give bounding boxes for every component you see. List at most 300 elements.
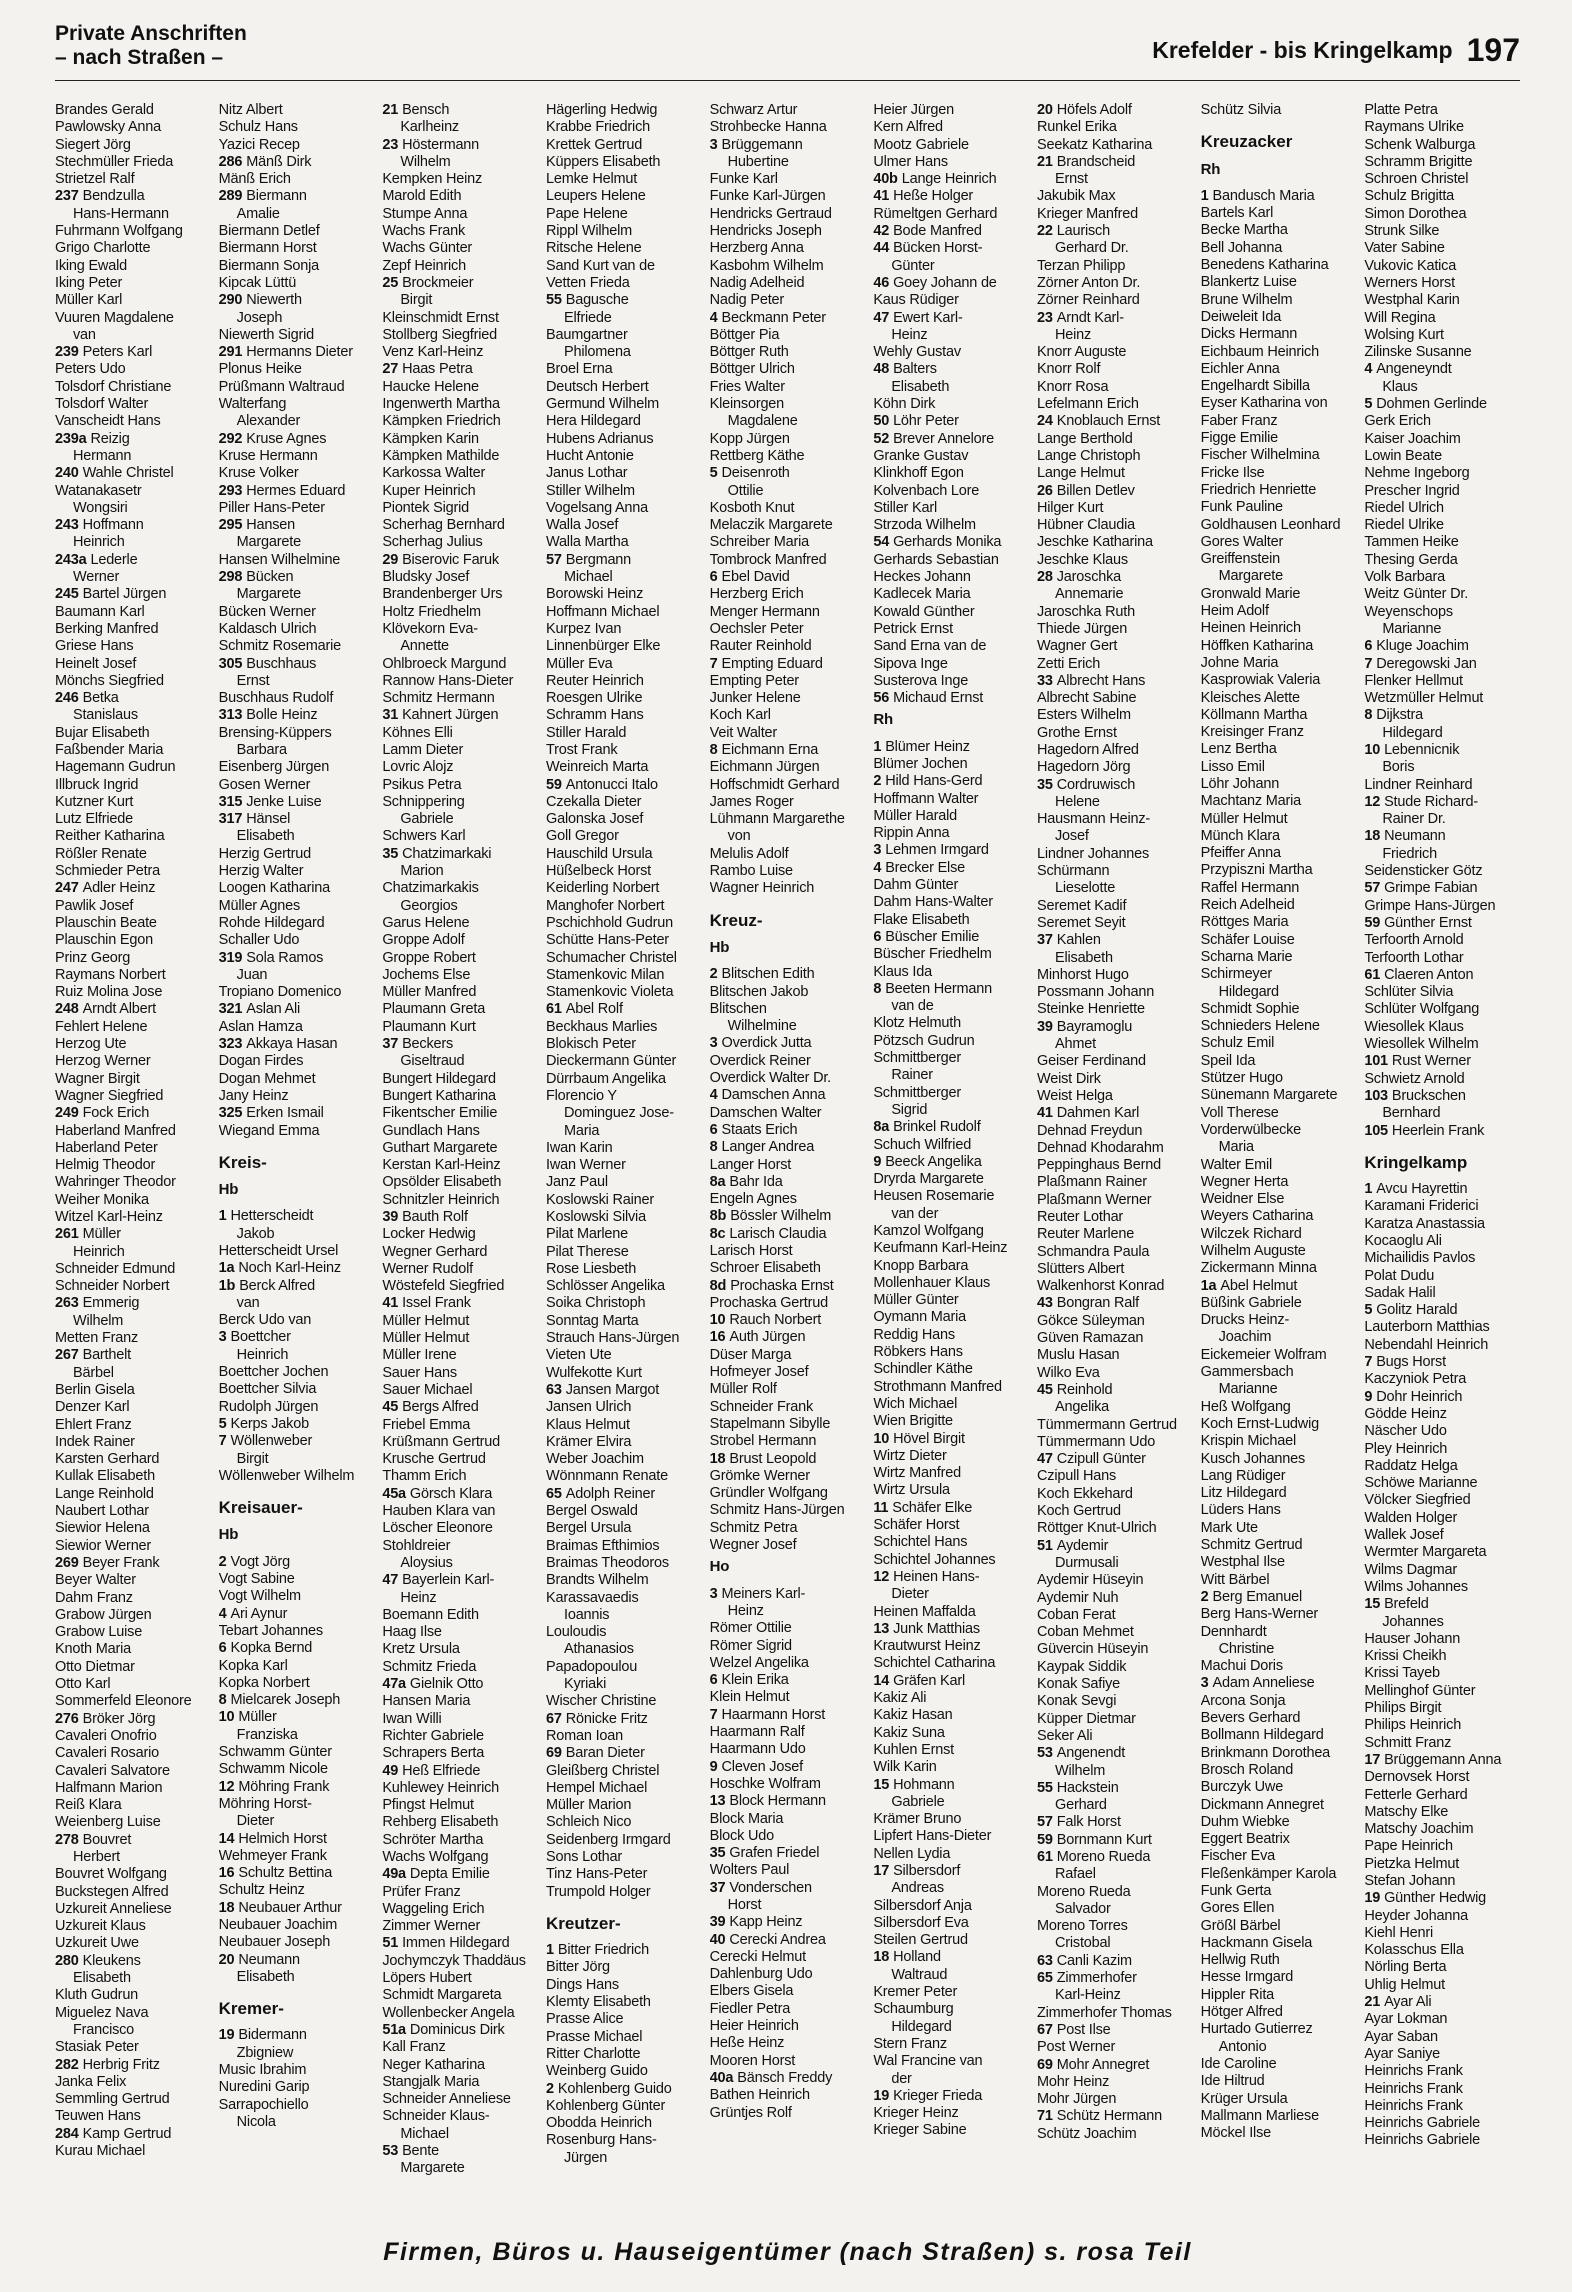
resident-name: Bücken (246, 569, 294, 586)
resident-entry (219, 846, 375, 863)
resident-name: Mootz Gabriele (873, 136, 969, 153)
resident-entry (873, 1085, 1029, 1102)
resident-name: Müller (238, 1709, 277, 1726)
resident-name: Brever Annelore (893, 430, 995, 447)
resident-name: Günther Hedwig (1384, 1890, 1487, 1907)
resident-name: Brandes Gerald (55, 102, 154, 118)
house-number: 278 (55, 1831, 79, 1848)
resident-name: Drucks Heinz- (1200, 1312, 1290, 1329)
resident-entry (382, 1866, 538, 1883)
resident-entry (55, 673, 211, 690)
resident-name: Garus Helene (382, 914, 470, 931)
resident-entry (710, 2087, 866, 2104)
resident-name: Silbersdorf Eva (873, 1914, 969, 1931)
resident-name: Seremet Kadif (1037, 897, 1127, 914)
resident-name: Larisch Horst (709, 1243, 793, 1259)
resident-name: Klein Erika (721, 1672, 789, 1689)
resident-name: Lederle (90, 551, 138, 568)
resident-entry (710, 1655, 866, 1672)
resident-name: Uzkureit Klaus (55, 1918, 146, 1935)
resident-name: Stollberg Siegfried (382, 326, 498, 343)
resident-name: Wirtz Manfred (873, 1465, 961, 1482)
resident-entry (1201, 707, 1357, 724)
resident-name: Schmitz Frieda (382, 1658, 477, 1675)
resident-name: Raddatz Helga (1364, 1457, 1458, 1474)
resident-name: Herzberg Erich (709, 586, 804, 603)
resident-entry (382, 569, 538, 586)
resident-name: Gründler Wolfgang (709, 1485, 828, 1502)
resident-name: Gielnik Otto (409, 1676, 484, 1693)
resident-name: Oechsler Peter (709, 620, 804, 637)
resident-entry (1364, 1959, 1520, 1976)
resident-name: Gores Walter (1200, 533, 1284, 550)
resident-name: Heinrichs Frank (1364, 2063, 1463, 2080)
resident-name: Koch Karl (709, 707, 771, 724)
resident-entry (219, 361, 375, 378)
resident-name: Rümeltgen Gerhard (873, 205, 998, 222)
resident-name: Gerhards Monika (893, 534, 1002, 551)
resident-entry (55, 1330, 211, 1347)
resident-name: Bugs Horst (1376, 1354, 1446, 1371)
resident-name: Schwietz Arnold (1364, 1070, 1465, 1087)
resident-name: Betka (82, 690, 119, 707)
resident-name: Welzel Angelika (709, 1654, 809, 1671)
resident-entry (382, 534, 538, 551)
house-number: 19 (218, 2027, 235, 2044)
resident-entry (55, 1520, 211, 1537)
resident-entry (1364, 1371, 1520, 1388)
resident-name: Nörling Berta (1364, 1959, 1447, 1976)
resident-entry (1364, 690, 1520, 707)
resident-entry (873, 842, 1029, 859)
resident-entry (873, 344, 1029, 361)
resident-name: Dernovsek Horst (1364, 1769, 1470, 1786)
resident-name: Athanasios (564, 1641, 634, 1658)
resident-entry (1201, 966, 1357, 983)
resident-name: Kern Alfred (873, 119, 943, 136)
resident-name: Duhm Wiebke (1200, 1813, 1290, 1830)
directory-columns (55, 102, 1520, 2232)
district-code: Hb (218, 1526, 239, 1544)
resident-entry (219, 1399, 375, 1416)
resident-name: Hagemann Gudrun (55, 759, 176, 776)
resident-name: Wegner Josef (709, 1537, 797, 1554)
resident-name: Simon Dorothea (1364, 205, 1467, 222)
resident-entry (546, 431, 702, 448)
resident-entry (710, 1741, 866, 1758)
resident-entry (1201, 102, 1357, 119)
house-number: 269 (55, 1554, 79, 1571)
resident-entry (1364, 1337, 1520, 1354)
resident-entry (55, 1866, 211, 1883)
resident-entry (873, 825, 1029, 842)
resident-name: Linnenbürger Elke (546, 638, 661, 655)
resident-entry (219, 1675, 375, 1692)
resident-name: Beeck Angelika (885, 1153, 982, 1170)
resident-name: Kakiz Ali (873, 1690, 927, 1707)
resident-entry (382, 1659, 538, 1676)
resident-name: Brune Wilhelm (1200, 291, 1293, 308)
resident-name: Uhlig Helmut (1364, 1976, 1445, 1993)
resident-name: Angelika (1055, 1399, 1110, 1416)
resident-entry (219, 863, 375, 880)
resident-name: Kreisinger Franz (1200, 724, 1304, 741)
resident-name: Hildegard (1382, 724, 1443, 741)
resident-name: Sonntag Marta (546, 1312, 639, 1329)
resident-name: Lenz Bertha (1200, 741, 1277, 758)
house-number: 57 (1037, 1814, 1053, 1831)
resident-name: Schindler Käthe (873, 1361, 973, 1378)
resident-name: Krettek Gertrud (546, 136, 643, 153)
resident-name: Wilms Dagmar (1364, 1561, 1457, 1578)
resident-entry (1201, 1329, 1357, 1346)
resident-entry (55, 2039, 211, 2056)
resident-name: Hermann (73, 447, 132, 464)
resident-name: Pilat Therese (546, 1243, 629, 1260)
resident-name: Möhring Frank (238, 1778, 330, 1795)
resident-name: Langer Andrea (721, 1139, 815, 1156)
resident-name: Pape Heinrich (1364, 1838, 1453, 1855)
resident-name: Canli Kazim (1056, 1952, 1132, 1969)
house-number: 41 (873, 188, 890, 205)
resident-name: Kadlecek Maria (873, 586, 971, 603)
house-number: 1 (218, 1208, 227, 1225)
resident-entry (1201, 2125, 1357, 2142)
resident-name: Hackstein (1056, 1779, 1119, 1796)
resident-entry (382, 1555, 538, 1572)
resident-entry (710, 604, 866, 621)
resident-entry (1201, 1745, 1357, 1762)
resident-entry (1037, 1157, 1193, 1174)
resident-name: Opsölder Elisabeth (382, 1174, 502, 1191)
resident-entry (1201, 1053, 1357, 1070)
resident-name: Fischer Eva (1200, 1848, 1276, 1865)
resident-entry (219, 344, 375, 361)
resident-entry (1037, 984, 1193, 1001)
resident-name: Helmich Horst (238, 1830, 327, 1847)
resident-name: Schütz Silvia (1200, 102, 1282, 118)
resident-entry (873, 1517, 1029, 1534)
resident-entry (873, 1413, 1029, 1430)
resident-name: Koch Ernst-Ludwig (1200, 1415, 1319, 1432)
resident-entry (710, 828, 866, 845)
resident-entry (546, 1538, 702, 1555)
resident-name: Dahm Günter (873, 877, 959, 894)
resident-entry (382, 188, 538, 205)
resident-entry (382, 967, 538, 984)
resident-name: Figge Emilie (1200, 430, 1279, 447)
resident-entry (1037, 1572, 1193, 1589)
resident-entry (55, 1053, 211, 1070)
resident-entry (546, 1572, 702, 1589)
resident-entry (873, 756, 1029, 773)
resident-entry (710, 1776, 866, 1793)
resident-name: Bolle Heinz (246, 707, 318, 724)
resident-name: Aslan Hamza (218, 1018, 303, 1035)
resident-entry (1364, 2029, 1520, 2046)
house-number: 105 (1364, 1122, 1388, 1139)
house-number: 17 (873, 1862, 890, 1879)
resident-entry (219, 1105, 375, 1122)
resident-name: Peppinghaus Bernd (1037, 1157, 1161, 1174)
resident-entry (710, 361, 866, 378)
resident-name: Arcona Sonja (1200, 1692, 1286, 1709)
resident-name: Günther Ernst (1384, 914, 1472, 931)
resident-entry (710, 1381, 866, 1398)
resident-entry (219, 1969, 375, 1986)
resident-name: Hoffmann (82, 517, 144, 534)
resident-name: Miguelez Nava (55, 2004, 149, 2021)
resident-name: Kosboth Knut (709, 499, 795, 516)
resident-entry (219, 1865, 375, 1882)
resident-entry (873, 1915, 1029, 1932)
resident-entry (873, 1344, 1029, 1361)
resident-entry (1364, 1088, 1520, 1105)
resident-name: Deregowski Jan (1376, 655, 1477, 672)
resident-entry (873, 1604, 1029, 1621)
resident-entry (1364, 344, 1520, 361)
resident-entry (1037, 1174, 1193, 1191)
resident-entry (1037, 1555, 1193, 1572)
resident-name: Schmandra Paula (1037, 1243, 1150, 1260)
resident-entry (1364, 1562, 1520, 1579)
resident-entry (710, 2070, 866, 2087)
resident-entry (1364, 1890, 1520, 1907)
resident-entry (219, 673, 375, 690)
resident-entry (219, 2114, 375, 2131)
resident-name: Music Ibrahim (218, 2062, 307, 2079)
resident-name: Kruse Agnes (246, 430, 327, 447)
resident-entry (55, 690, 211, 707)
house-number: 3 (873, 842, 882, 859)
resident-name: Machui Doris (1200, 1658, 1283, 1675)
house-number: 8b (709, 1208, 727, 1225)
resident-name: Terfoorth Lothar (1364, 949, 1464, 966)
resident-name: Margarete (1218, 568, 1283, 585)
resident-entry (1037, 258, 1193, 275)
resident-name: Berg Hans-Werner (1200, 1606, 1319, 1623)
resident-entry (710, 742, 866, 759)
resident-entry (546, 1192, 702, 1209)
resident-name: Reither Katharina (55, 828, 165, 845)
resident-name: Grimpe Hans-Jürgen (1364, 897, 1496, 914)
resident-name: Stumpe Anna (382, 205, 468, 222)
resident-name: Abel Rolf (565, 1001, 623, 1018)
resident-name: Silbersdorf (893, 1862, 961, 1879)
resident-name: Schneider Norbert (55, 1278, 170, 1295)
resident-name: Vanscheidt Hans (55, 413, 161, 430)
resident-entry (1037, 1901, 1193, 1918)
resident-entry (1364, 1216, 1520, 1233)
resident-entry (546, 500, 702, 517)
resident-name: Yazici Recep (218, 136, 300, 153)
resident-entry (873, 1949, 1029, 1966)
resident-name: Krieger Sabine (873, 2122, 967, 2139)
resident-entry (1201, 2091, 1357, 2108)
resident-entry (219, 517, 375, 534)
resident-name: Hellwig Ruth (1200, 1952, 1280, 1969)
resident-entry (1364, 915, 1520, 932)
resident-entry (546, 1977, 702, 1994)
resident-name: Müller Manfred (382, 984, 477, 1001)
resident-name: Koch Ekkehard (1037, 1485, 1133, 1502)
resident-entry (1037, 396, 1193, 413)
house-number: 237 (55, 188, 79, 205)
house-number: 263 (55, 1295, 79, 1312)
resident-name: Kerstan Karl-Heinz (382, 1157, 501, 1174)
house-number: 12 (218, 1778, 235, 1795)
resident-entry (55, 1417, 211, 1434)
resident-name: Braimas Efthimios (546, 1537, 660, 1554)
resident-name: Prinz Georg (55, 949, 131, 966)
resident-name: Petrick Ernst (873, 620, 953, 637)
resident-name: Wirtz Ursula (873, 1482, 950, 1499)
resident-entry (1037, 102, 1193, 119)
resident-entry (710, 1586, 866, 1603)
resident-name: Wönnmann Renate (546, 1468, 668, 1485)
house-number: 27 (382, 361, 399, 378)
resident-name: Pawlowsky Anna (55, 119, 162, 136)
resident-entry (546, 206, 702, 223)
resident-name: Overdick Walter Dr. (709, 1070, 832, 1087)
resident-entry (55, 915, 211, 932)
resident-name: Johannes (1382, 1613, 1444, 1630)
resident-name: Böttger Pia (709, 326, 780, 343)
resident-entry (1364, 1942, 1520, 1959)
house-number: 4 (873, 859, 882, 876)
resident-entry (219, 984, 375, 1001)
house-number: 239 (55, 344, 79, 361)
resident-entry (546, 707, 702, 724)
resident-name: Gores Ellen (1200, 1900, 1275, 1917)
resident-entry (1364, 483, 1520, 500)
resident-entry (710, 1759, 866, 1776)
resident-entry (382, 1884, 538, 1901)
resident-name: Lemke Helmut (546, 171, 638, 188)
resident-name: Vetten Frieda (546, 274, 630, 291)
resident-entry (710, 396, 866, 413)
resident-name: Heckes Johann (873, 569, 971, 586)
resident-entry (546, 569, 702, 586)
resident-name: Schirmeyer (1200, 966, 1272, 983)
resident-name: Berlin Gisela (55, 1381, 135, 1398)
resident-entry (873, 379, 1029, 396)
resident-name: Stefan Johann (1364, 1872, 1456, 1889)
resident-name: Müller Irene (382, 1347, 457, 1364)
resident-name: Schichtel Hans (873, 1534, 968, 1551)
resident-name: Bauth Rolf (402, 1209, 468, 1225)
resident-name: Güvercin Hüseyin (1037, 1641, 1149, 1658)
resident-entry (546, 2063, 702, 2080)
resident-name: Kuhlen Ernst (873, 1741, 954, 1758)
resident-name: Scharna Marie (1200, 948, 1293, 965)
house-number: 71 (1037, 2108, 1053, 2125)
resident-name: Pschichhold Gudrun (546, 914, 673, 931)
resident-name: Gronwald Marie (1200, 585, 1301, 602)
resident-name: Mollenhauer Klaus (873, 1274, 991, 1291)
resident-entry (546, 1884, 702, 1901)
resident-entry (873, 1258, 1029, 1275)
house-number: 6 (1364, 638, 1373, 655)
resident-entry (710, 759, 866, 776)
resident-name: Esters Wilhelm (1037, 707, 1131, 724)
resident-entry (1364, 742, 1520, 759)
resident-name: Melaczik Margarete (709, 517, 833, 534)
resident-name: Ottilie (727, 482, 764, 499)
resident-entry (710, 500, 866, 517)
resident-entry (873, 275, 1029, 292)
resident-entry (382, 828, 538, 845)
resident-entry (546, 2011, 702, 2028)
resident-name: van (236, 1294, 260, 1311)
resident-entry (1364, 1071, 1520, 1088)
resident-entry (1201, 1468, 1357, 1485)
resident-name: Schaller Udo (218, 932, 300, 949)
resident-name: Reinhold (1056, 1381, 1113, 1398)
resident-entry (382, 638, 538, 655)
resident-entry (873, 431, 1029, 448)
resident-entry (1037, 777, 1193, 794)
directory-column-6 (873, 102, 1029, 2232)
resident-entry (873, 1050, 1029, 1067)
resident-entry (873, 1846, 1029, 1863)
resident-name: Walter Emil (1200, 1156, 1273, 1173)
resident-entry (55, 1624, 211, 1641)
resident-entry (1201, 1814, 1357, 1831)
resident-name: Rößler Renate (55, 845, 147, 862)
resident-name: Heinrich (236, 1346, 289, 1363)
resident-name: Germund Wilhelm (546, 396, 660, 413)
house-number: 1 (873, 738, 882, 755)
house-number: 37 (709, 1879, 726, 1896)
header-rule (55, 80, 1520, 81)
house-number: 61 (1037, 1848, 1053, 1865)
resident-entry (1037, 483, 1193, 500)
resident-entry (55, 1399, 211, 1416)
house-number: 298 (218, 569, 243, 586)
resident-entry (1037, 1382, 1193, 1399)
resident-name: Giseltraud (400, 1053, 465, 1070)
house-number: 16 (218, 1865, 235, 1882)
resident-name: Kleukens (82, 1952, 141, 1969)
resident-entry (382, 1313, 538, 1330)
house-number: 14 (873, 1672, 890, 1689)
resident-name: Schultz Bettina (238, 1865, 333, 1882)
resident-entry (1037, 188, 1193, 205)
resident-name: Werner (73, 569, 120, 586)
resident-name: Melulis Adolf (709, 845, 789, 862)
resident-entry (382, 483, 538, 500)
resident-name: Aydemir Nuh (1037, 1589, 1119, 1606)
resident-entry (1201, 188, 1357, 205)
resident-name: Marion (400, 863, 444, 880)
resident-entry (546, 950, 702, 967)
resident-entry (1037, 880, 1193, 897)
resident-entry (219, 240, 375, 257)
resident-entry (873, 240, 1029, 257)
resident-entry (1201, 690, 1357, 707)
resident-entry (382, 344, 538, 361)
resident-entry (55, 1486, 211, 1503)
resident-name: Klövekorn Eva- (382, 620, 478, 637)
house-number: 20 (218, 1951, 235, 1968)
resident-name: Thesing Gerda (1364, 551, 1458, 568)
resident-entry (873, 1033, 1029, 1050)
resident-entry (1037, 1745, 1193, 1762)
resident-entry (710, 1932, 866, 1949)
house-number: 21 (1037, 153, 1053, 170)
resident-name: Kleinsorgen (709, 396, 785, 413)
